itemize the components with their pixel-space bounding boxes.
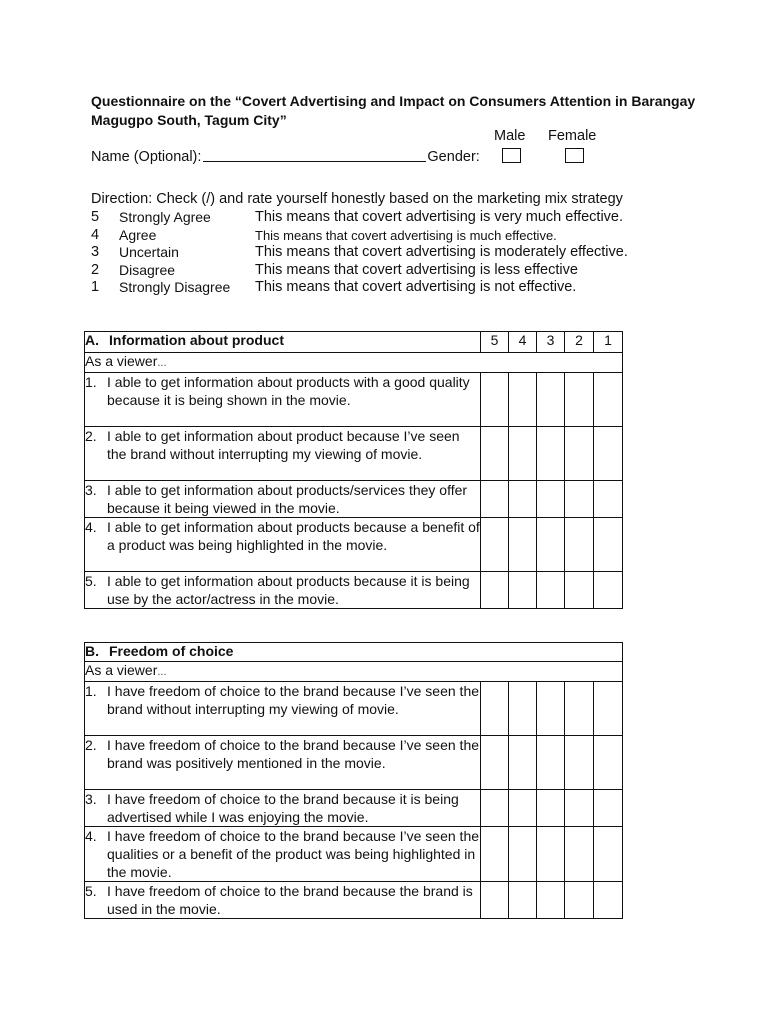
- rating-cell-5[interactable]: [481, 882, 509, 919]
- gender-label: Gender:: [427, 149, 480, 165]
- scale-row: [91, 227, 691, 245]
- section-b-header-row: [85, 643, 623, 662]
- section-a-viewer-row: [85, 353, 623, 373]
- rating-cell-2[interactable]: [565, 373, 594, 427]
- rating-cell-1[interactable]: [594, 518, 623, 572]
- viewer-prompt: [85, 353, 623, 373]
- rating-cell-4[interactable]: [509, 882, 537, 919]
- rating-cell-5[interactable]: [481, 790, 509, 827]
- question-row: [85, 481, 623, 518]
- viewer-prompt: [85, 662, 623, 682]
- scale-number: 1: [91, 279, 100, 296]
- scale-label: Agree: [119, 226, 157, 243]
- rating-cell-1[interactable]: [594, 682, 623, 736]
- name-gender-line: [91, 145, 480, 165]
- rating-header-2: 2: [565, 332, 594, 353]
- question-text: I have freedom of choice to the brand because I’ve seen the qualities or a benefit of the product was being highlighted in the movie.: [107, 828, 480, 880]
- rating-cell-2[interactable]: [565, 790, 594, 827]
- question-text: I able to get information about products with a good quality because it is being shown in the movie.: [107, 374, 470, 408]
- section-a-letter: A.: [85, 332, 99, 348]
- question-text: I have freedom of choice to the brand because I’ve seen the brand without interrupting my viewing of movie.: [107, 683, 480, 717]
- question-row: [85, 373, 623, 427]
- question-text: I able to get information about products because a benefit of a product was being highlighted in the movie.: [107, 519, 480, 553]
- rating-cell-1[interactable]: [594, 736, 623, 790]
- scale-number: 3: [91, 244, 100, 261]
- rating-cell-3[interactable]: [537, 827, 565, 882]
- scale-label: Uncertain: [119, 244, 179, 261]
- scale-number: 2: [91, 261, 100, 278]
- question-number: 5.: [85, 573, 97, 589]
- scale-meaning: This means that covert advertising is less effective: [255, 261, 578, 278]
- rating-cell-4[interactable]: [509, 427, 537, 481]
- rating-cell-1[interactable]: [594, 790, 623, 827]
- questionnaire-title: Questionnaire on the “Covert Advertising and Impact on Consumers Attention in Barangay Magugpo South, Tagum City”: [91, 93, 696, 128]
- section-a-table: [84, 331, 623, 609]
- rating-cell-2[interactable]: [565, 572, 594, 609]
- section-a-header-row: [85, 332, 623, 353]
- scale-label: Disagree: [119, 261, 176, 278]
- rating-cell-1[interactable]: [594, 427, 623, 481]
- question-row: [85, 427, 623, 481]
- section-b-viewer-row: [85, 662, 623, 682]
- scale-row: [91, 209, 691, 227]
- question-text: I able to get information about products/services they offer because it being viewed in the movie.: [107, 482, 468, 516]
- question-cell: [85, 518, 481, 572]
- viewer-dots: ...: [157, 666, 167, 678]
- question-row: [85, 572, 623, 609]
- rating-cell-5[interactable]: [481, 427, 509, 481]
- question-cell: [85, 373, 481, 427]
- rating-cell-2[interactable]: [565, 882, 594, 919]
- rating-header-5: 5: [481, 332, 509, 353]
- name-blank-field[interactable]: [203, 147, 426, 162]
- question-row: [85, 882, 623, 919]
- rating-cell-3[interactable]: [537, 736, 565, 790]
- question-number: 4.: [85, 828, 97, 844]
- scale-label: Strongly Agree: [119, 209, 211, 225]
- question-number: 1.: [85, 683, 97, 699]
- question-text: I have freedom of choice to the brand because the brand is used in the movie.: [107, 883, 473, 917]
- rating-header-4: 4: [509, 332, 537, 353]
- rating-header-1: 1: [594, 332, 623, 353]
- name-label: Name (Optional):: [91, 149, 202, 165]
- rating-cell-5[interactable]: [481, 827, 509, 882]
- gender-female-label: Female: [548, 128, 597, 144]
- question-row: [85, 682, 623, 736]
- question-cell: [85, 882, 481, 919]
- rating-header-3: 3: [537, 332, 565, 353]
- gender-male-label: Male: [494, 128, 526, 144]
- question-number: 4.: [85, 519, 97, 535]
- rating-cell-3[interactable]: [537, 572, 565, 609]
- rating-cell-1[interactable]: [594, 481, 623, 518]
- direction-text: Direction: Check (/) and rate yourself honestly based on the marketing mix strategy: [91, 191, 623, 207]
- rating-cell-4[interactable]: [509, 827, 537, 882]
- rating-cell-2[interactable]: [565, 518, 594, 572]
- question-number: 3.: [85, 482, 97, 498]
- rating-cell-2[interactable]: [565, 827, 594, 882]
- rating-cell-3[interactable]: [537, 790, 565, 827]
- question-cell: [85, 572, 481, 609]
- scale-meaning: This means that covert advertising is very much effective.: [255, 209, 624, 225]
- question-text: I have freedom of choice to the brand because I’ve seen the brand was positively mentioned in the movie.: [107, 737, 480, 771]
- rating-cell-3[interactable]: [537, 682, 565, 736]
- rating-cell-4[interactable]: [509, 682, 537, 736]
- male-checkbox[interactable]: [502, 148, 521, 163]
- rating-cell-3[interactable]: [537, 427, 565, 481]
- rating-cell-1[interactable]: [594, 572, 623, 609]
- rating-cell-4[interactable]: [509, 518, 537, 572]
- scale-number: 4: [91, 226, 100, 243]
- female-checkbox[interactable]: [565, 148, 584, 163]
- section-a-heading: [85, 332, 481, 353]
- scale-meaning: This means that covert advertising is moderately effective.: [255, 244, 628, 261]
- rating-cell-3[interactable]: [537, 518, 565, 572]
- rating-cell-3[interactable]: [537, 882, 565, 919]
- question-cell: [85, 827, 481, 882]
- rating-cell-2[interactable]: [565, 736, 594, 790]
- rating-scale-legend: [91, 209, 691, 297]
- rating-cell-3[interactable]: [537, 481, 565, 518]
- rating-cell-1[interactable]: [594, 827, 623, 882]
- question-cell: [85, 736, 481, 790]
- rating-cell-5[interactable]: [481, 572, 509, 609]
- question-row: [85, 518, 623, 572]
- question-cell: [85, 427, 481, 481]
- section-b-table: [84, 642, 623, 919]
- rating-cell-4[interactable]: [509, 481, 537, 518]
- scale-label: Strongly Disagree: [119, 279, 231, 296]
- rating-cell-4[interactable]: [509, 373, 537, 427]
- scale-row: [91, 279, 691, 297]
- rating-cell-5[interactable]: [481, 736, 509, 790]
- question-row: [85, 790, 623, 827]
- rating-cell-4[interactable]: [509, 736, 537, 790]
- rating-cell-5[interactable]: [481, 481, 509, 518]
- question-number: 2.: [85, 737, 97, 753]
- viewer-text: As a viewer: [85, 353, 158, 369]
- question-cell: [85, 790, 481, 827]
- question-number: 5.: [85, 883, 97, 899]
- question-text: I able to get information about product because I’ve seen the brand without interrupting my viewing of movie.: [107, 428, 460, 462]
- scale-row: [91, 262, 691, 280]
- rating-cell-4[interactable]: [509, 790, 537, 827]
- rating-cell-1[interactable]: [594, 373, 623, 427]
- rating-cell-4[interactable]: [509, 572, 537, 609]
- question-number: 2.: [85, 428, 97, 444]
- question-number: 3.: [85, 791, 97, 807]
- question-row: [85, 736, 623, 790]
- question-cell: [85, 682, 481, 736]
- rating-cell-5[interactable]: [481, 682, 509, 736]
- question-cell: [85, 481, 481, 518]
- rating-cell-1[interactable]: [594, 882, 623, 919]
- rating-cell-5[interactable]: [481, 518, 509, 572]
- rating-cell-2[interactable]: [565, 682, 594, 736]
- section-b-letter: B.: [85, 643, 99, 659]
- rating-cell-2[interactable]: [565, 427, 594, 481]
- question-number: 1.: [85, 374, 97, 390]
- question-row: [85, 827, 623, 882]
- scale-meaning: This means that covert advertising is not effective.: [255, 279, 577, 296]
- scale-row: [91, 244, 691, 262]
- viewer-dots: ...: [157, 357, 167, 369]
- rating-cell-3[interactable]: [537, 373, 565, 427]
- rating-cell-5[interactable]: [481, 373, 509, 427]
- section-b-heading: [85, 643, 623, 662]
- viewer-text: As a viewer: [85, 662, 158, 678]
- scale-meaning: This means that covert advertising is much effective.: [255, 227, 557, 243]
- section-b-title: Freedom of choice: [109, 643, 234, 659]
- section-a-title: Information about product: [109, 332, 284, 348]
- rating-cell-2[interactable]: [565, 481, 594, 518]
- question-text: I able to get information about products because it is being use by the actor/actress in the movie.: [107, 573, 470, 607]
- question-text: I have freedom of choice to the brand because it is being advertised while I was enjoying the movie.: [107, 791, 459, 825]
- scale-number: 5: [91, 209, 100, 225]
